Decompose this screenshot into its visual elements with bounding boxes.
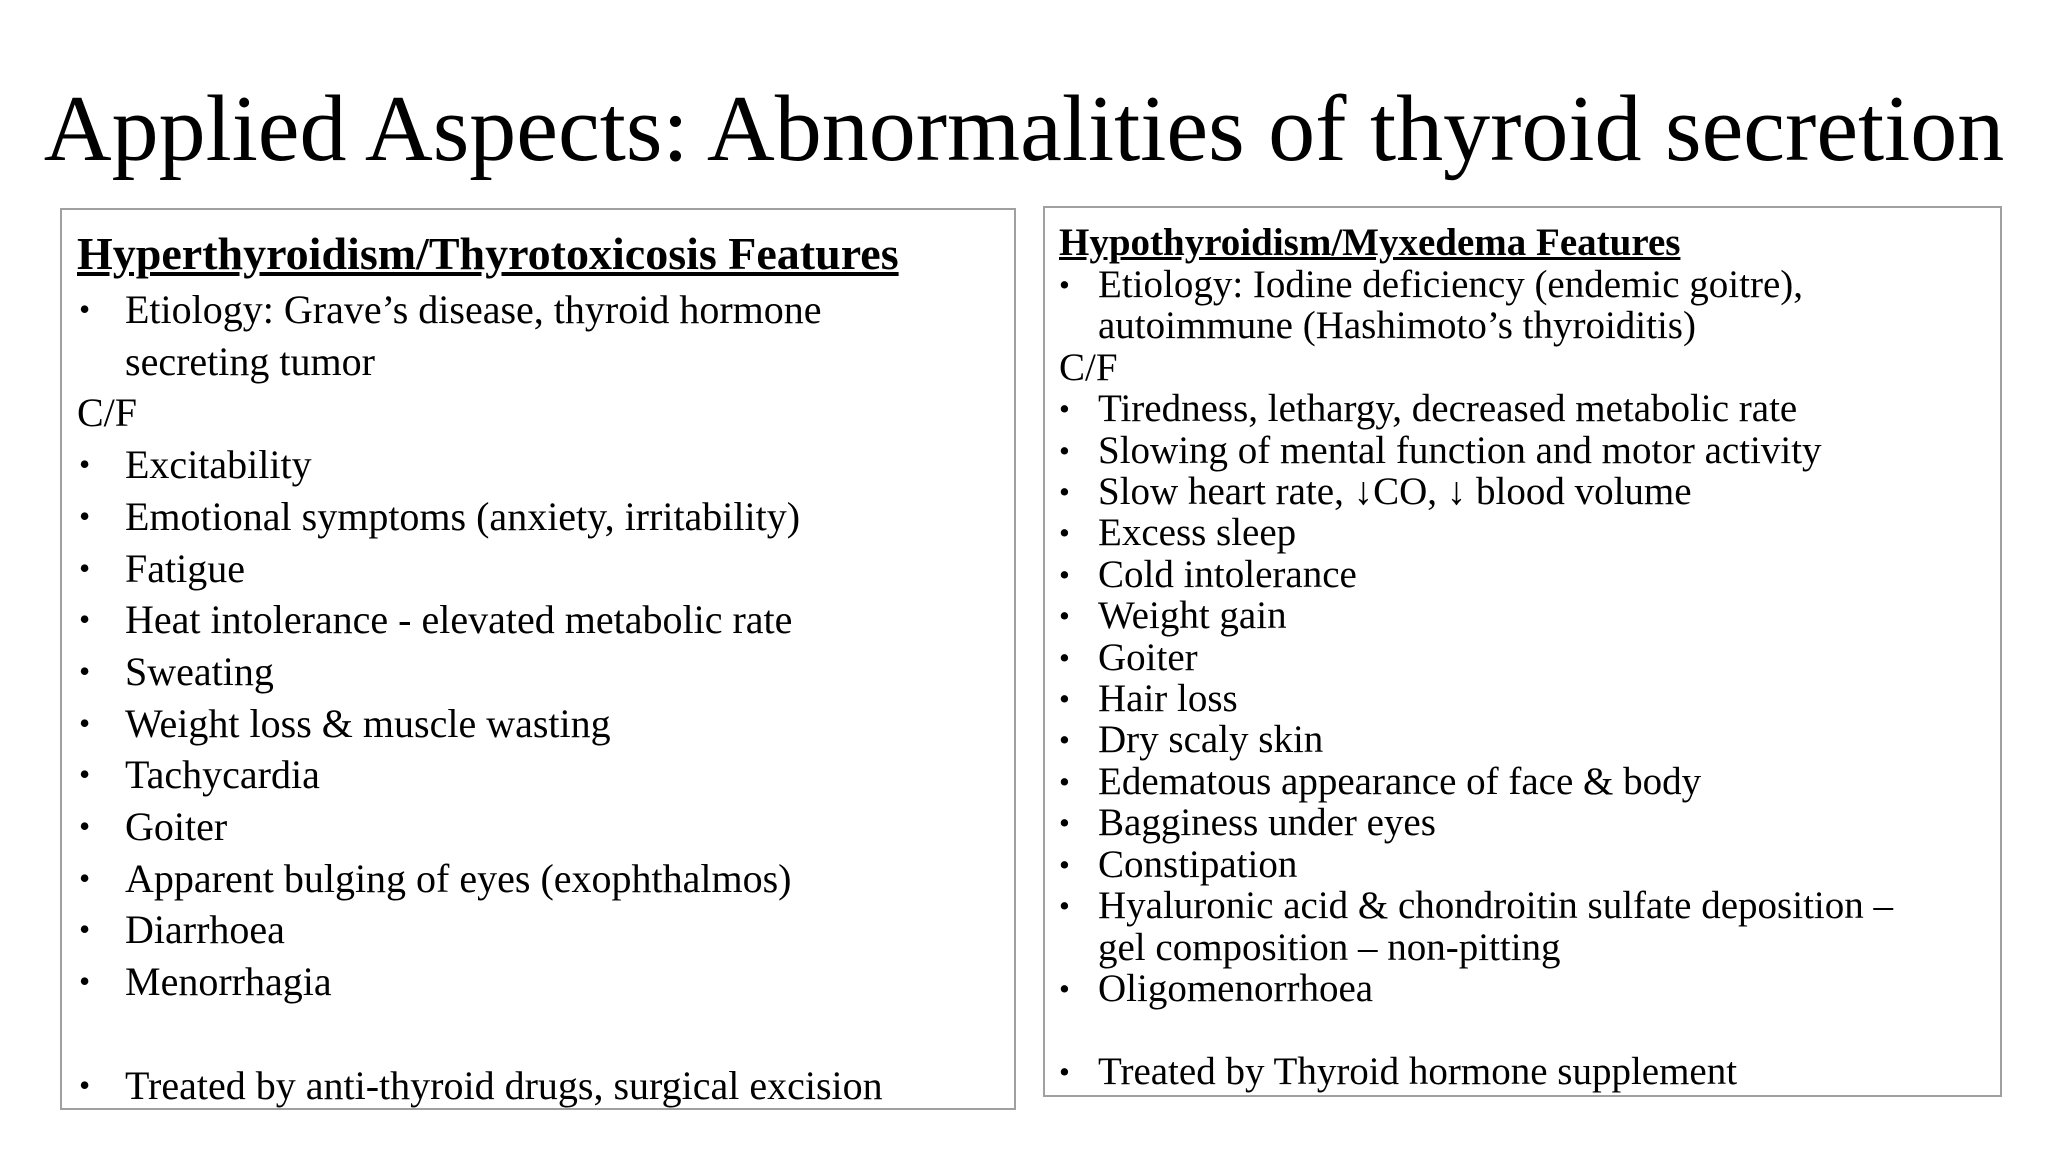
list-item — [77, 543, 1014, 595]
list-item — [77, 853, 1014, 905]
hypothyroidism-panel — [1043, 206, 2002, 1097]
bullet-icon: • — [79, 549, 91, 586]
bullet-icon: • — [1059, 556, 1070, 592]
hyperthyroidism-feature-list — [77, 439, 1014, 1008]
deposition-item — [1059, 885, 2000, 968]
list-item — [1059, 595, 2000, 636]
feature-text: Constipation — [1098, 842, 1298, 886]
feature-text: Tiredness, lethargy, decreased metabolic rate — [1098, 387, 1798, 431]
bullet-icon: • — [79, 1066, 91, 1103]
clinical-features-label: C/F — [1059, 345, 1118, 389]
list-item — [1059, 471, 2000, 512]
feature-text: Fatigue — [125, 545, 245, 591]
bullet-icon: • — [79, 704, 91, 741]
bullet-icon: • — [1059, 722, 1070, 758]
etiology-line-2: autoimmune (Hashimoto’s thyroiditis) — [1098, 304, 1696, 348]
feature-text: Dry scaly skin — [1098, 718, 1324, 762]
bullet-icon: • — [1059, 888, 1070, 924]
bullet-icon: • — [1059, 267, 1070, 302]
list-item — [1059, 554, 2000, 595]
feature-text: Bagginess under eyes — [1098, 801, 1436, 845]
list-item — [1059, 844, 2000, 885]
bullet-icon: • — [79, 808, 91, 845]
bullet-icon: • — [79, 911, 91, 948]
hypothyroidism-heading: Hypothyroidism/Myxedema Features — [1059, 221, 1681, 264]
hyperthyroidism-heading: Hyperthyroidism/Thyrotoxicosis Features — [77, 228, 899, 279]
clinical-features-label: C/F — [77, 390, 138, 436]
bullet-icon: • — [79, 497, 91, 534]
etiology-line-2: secreting tumor — [125, 338, 375, 384]
feature-text: Slow heart rate, ↓CO, ↓ blood volume — [1098, 470, 1692, 514]
bullet-icon: • — [1059, 1053, 1070, 1089]
treatment-text: Treated by anti-thyroid drugs, surgical excision — [125, 1062, 883, 1108]
etiology-line-1: Etiology: Grave’s disease, thyroid hormone — [125, 287, 822, 332]
deposition-line-1: Hyaluronic acid & chondroitin sulfate deposition – — [1098, 884, 1893, 928]
feature-text: Weight loss & muscle wasting — [125, 700, 611, 746]
list-item — [77, 439, 1014, 491]
spacer — [77, 1008, 1014, 1060]
etiology-item — [77, 284, 1014, 387]
bullet-icon: • — [1059, 805, 1070, 841]
list-item — [77, 749, 1014, 801]
list-item — [1059, 637, 2000, 678]
bullet-icon: • — [79, 756, 91, 793]
feature-text: Emotional symptoms (anxiety, irritability) — [125, 493, 801, 539]
list-item — [1059, 968, 2000, 1009]
bullet-icon: • — [1059, 681, 1070, 717]
feature-text: Slowing of mental function and motor activity — [1098, 428, 1822, 472]
bullet-icon: • — [1059, 846, 1070, 882]
feature-text: Goiter — [125, 804, 228, 850]
bullet-icon: • — [79, 652, 91, 689]
list-item — [1059, 678, 2000, 719]
bullet-icon: • — [79, 446, 91, 483]
list-item — [77, 594, 1014, 646]
feature-text: Edematous appearance of face & body — [1098, 759, 1702, 803]
feature-text: Excess sleep — [1098, 511, 1297, 555]
bullet-icon: • — [1059, 432, 1070, 468]
list-item — [1059, 802, 2000, 843]
feature-text: Menorrhagia — [125, 959, 332, 1005]
list-item — [77, 646, 1014, 698]
spacer — [1059, 1009, 2000, 1050]
treatment-item — [1059, 1051, 2000, 1092]
treatment-item — [77, 1060, 1014, 1112]
bullet-icon: • — [1059, 391, 1070, 427]
deposition-line-2: gel composition – non-pitting — [1098, 925, 1561, 969]
feature-text: Apparent bulging of eyes (exophthalmos) — [125, 855, 792, 901]
etiology-line-1: Etiology: Iodine deficiency (endemic goitre), — [1098, 263, 1803, 306]
hyperthyroidism-panel — [60, 208, 1016, 1110]
bullet-icon: • — [1059, 639, 1070, 675]
feature-text: Weight gain — [1098, 594, 1287, 638]
feature-text: Excitability — [125, 442, 312, 488]
treatment-text: Treated by Thyroid hormone supplement — [1098, 1049, 1738, 1093]
list-item — [77, 698, 1014, 750]
list-item — [77, 491, 1014, 543]
list-item — [1059, 512, 2000, 553]
bullet-icon: • — [79, 601, 91, 638]
bullet-icon: • — [79, 291, 91, 327]
bullet-icon: • — [1059, 474, 1070, 510]
list-item — [77, 956, 1014, 1008]
slide-title: Applied Aspects: Abnormalities of thyroid secretion — [43, 77, 2005, 181]
bullet-icon: • — [1059, 763, 1070, 799]
list-item — [1059, 719, 2000, 760]
bullet-icon: • — [1059, 970, 1070, 1006]
feature-text: Hair loss — [1098, 677, 1238, 721]
bullet-icon: • — [1059, 598, 1070, 634]
list-item — [1059, 761, 2000, 802]
feature-text: Goiter — [1098, 635, 1198, 679]
bullet-icon: • — [79, 859, 91, 896]
feature-text: Diarrhoea — [125, 907, 285, 953]
etiology-item — [1059, 264, 2000, 347]
feature-text: Tachycardia — [125, 752, 320, 798]
list-item — [1059, 430, 2000, 471]
bullet-icon: • — [1059, 515, 1070, 551]
feature-text: Oligomenorrhoea — [1098, 966, 1374, 1010]
bullet-icon: • — [79, 963, 91, 1000]
list-item — [77, 801, 1014, 853]
list-item — [1059, 388, 2000, 429]
feature-text: Heat intolerance - elevated metabolic rate — [125, 597, 793, 643]
feature-text: Cold intolerance — [1098, 552, 1357, 596]
feature-text: Sweating — [125, 648, 274, 694]
hypothyroidism-feature-list — [1059, 388, 2000, 1009]
list-item — [77, 904, 1014, 956]
